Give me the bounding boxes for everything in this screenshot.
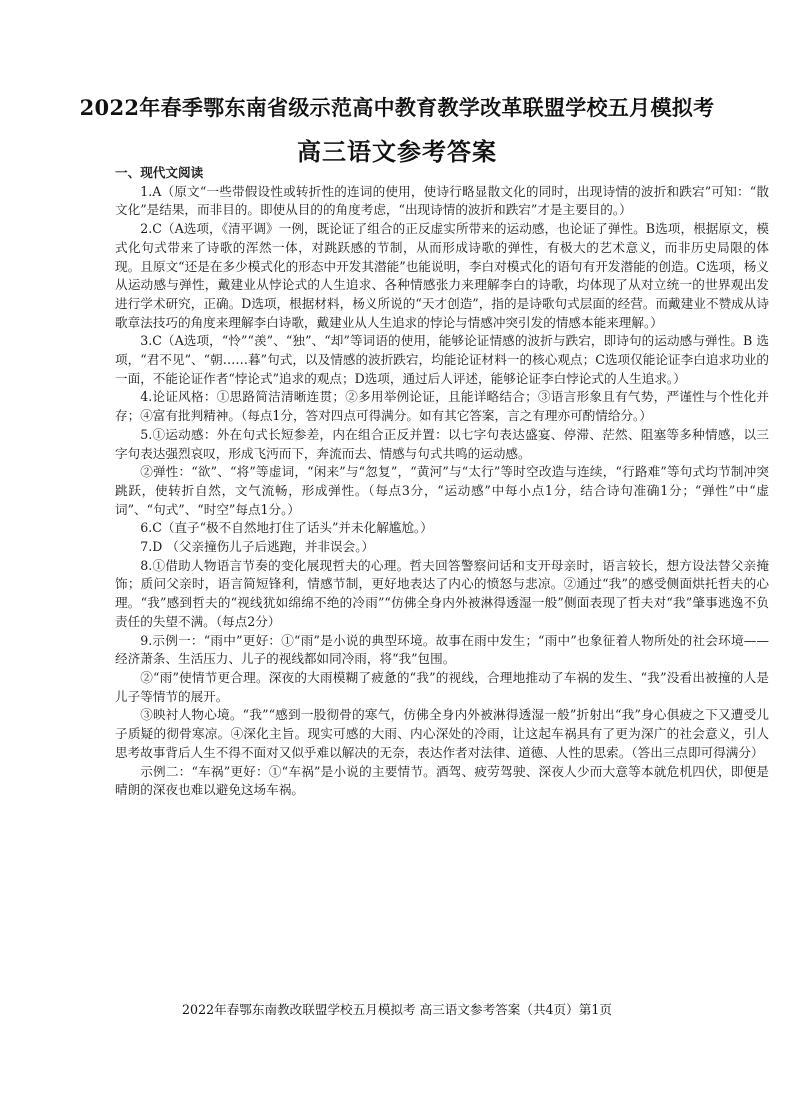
exam-title: 2022年春季鄂东南省级示范高中教育教学改革联盟学校五月模拟考 [79,95,715,120]
answer-8: 8.①借助人物语言节奏的变化展现哲夫的心理。哲夫回答警察问话和支开母亲时，语言较长，想方设法替父亲掩饰；质问父亲时，语言简短锋利，情感节制，更好地表达了内心的愤怒与悲凉。②通过“我”的感受侧面烘托哲夫的心理。“我”感到哲夫的“视线犹如绵绵不绝的冷雨”“仿佛全身内外被淋得透湿一般”侧面表现了哲夫对“我”肇事逃逸不负责任的失望不满。（每点2分） [115,557,769,629]
answer-9-point3: ③映衬人物心境。“我”“感到一股彻骨的寒气，仿佛全身内外被淋得透湿一般”折射出“我”身心俱疲之下又遭受儿子质疑的彻骨寒凉。④深化主旨。现实可感的大雨、内心深处的冷雨，让这起车祸具有了更为深广的社会意义，引人思考故事背后人生不得不面对又似乎难以解决的无奈，表达作者对法律、道德、人性的思索。（答出三点即可得满分） [115,707,769,760]
page-footer: 2022年春鄂东南教改联盟学校五月模拟考 高三语文参考答案（共4页）第1页 [182,1002,612,1017]
answer-3: 3.C（A选项，“怜”“羡”、“独”、“却”等词语的使用，能够论证情感的波折与跌宕，即诗句的运动感与弹性。B 选项，“君不见”、“朝……暮”句式，以及情感的波折跌宕，均能论证材料一的核心观点；C选项仅能论证李白追求功业的一面，不能论证作者“悖论式”追求的观点；D选项，通过后人评述，能够论证李白悖论式的人生追求。） [115,333,769,386]
answer-1: 1.A（原文“一些带假设性或转折性的连词的使用，使诗行略显散文化的同时，出现诗情的波折和跌宕”可知：“散文化”是结果，而非目的。即使从目的的角度考虑，“出现诗情的波折和跌宕”才是主要目的。） [115,183,769,218]
answer-6: 6.C（直子“极不自然地打住了话头”并未化解尴尬。） [140,520,433,536]
answer-4: 4.论证风格：①思路简洁清晰连贯；②多用举例论证，且能详略结合；③语言形象且有气势，严谨性与个性化并存；④富有批判精神。（每点1分，答对四点可得满分。如有其它答案，言之有理亦可酌情给分。） [115,389,769,424]
answer-title: 高三语文参考答案 [297,137,497,166]
answer-9-point2: ②“雨”使情节更合理。深夜的大雨模糊了疲惫的“我”的视线，合理地推动了车祸的发生、“我”没看出被撞的人是儿子等情节的展开。 [115,669,769,704]
answer-5-part1: 5.①运动感：外在句式长短参差，内在组合正反并置：以七字句表达盛宴、停滞、茫然、阻塞等多种情感，以三字句表达强烈哀叹，形成飞沔而下，奔流而去、情感与句式共鸣的运动感。 [115,426,769,461]
answer-9-example1: 9.示例一：“雨中”更好：①“雨”是小说的典型环境。故事在雨中发生；“雨中”也象征着人物所处的社会环境——经济萧条、生活压力、儿子的视线都如同冷雨，将“我”包围。 [115,632,769,667]
answer-9-example2: 示例二：“车祸”更好：①“车祸”是小说的主要情节。酒驾、疲劳驾驶、深夜人少而大意等本就危机四伏，即便是晴朗的深夜也难以避免这场车祸。 [115,763,769,798]
answer-5-part2: ②弹性：“欲”、“将”等虚词，“闲来”与“忽复”，“黄河”与“太行”等时空改造与连续，“行路难”等句式均节制冲突跳跃，使转折自然，文气流畅，形成弹性。（每点3分，“运动感”中每小点1分，结合诗句准确1分；“弹性”中“虚词”、“句式”、“时空”每点1分。） [115,464,769,517]
section-heading: 一、现代文阅读 [115,165,204,180]
answer-2: 2.C（A选项，《清平调》一例，既论证了组合的正反虚实所带来的运动感，也论证了弹性。B选项，根据原文，模式化句式带来了诗歌的浑然一体，对跳跃感的节制，从而形成诗歌的弹性，有极大的艺术意义，而非历史局限的体现。且原文“还是在多少模式化的形态中开发其潜能”也能说明，李白对模式化的语句有开发潜能的创造。C选项，杨义从运动感与弹性，戴建业从悖论式的人生追求、各种情感张力来理解李白的诗歌，均体现了从对立统一的世界观出发进行学术研究，正确。D选项，根据材料，杨义所说的“天才创造”，指的是诗歌句式层面的经营。而戴建业不赞成从诗歌章法技巧的角度来理解李白诗歌，戴建业从人生追求的悖论与情感冲突引发的情感本能来理解。） [115,221,769,330]
answer-body [115,164,769,800]
answer-7: 7.D （父亲撞伤儿子后逃跑，并非误会。） [140,539,375,555]
